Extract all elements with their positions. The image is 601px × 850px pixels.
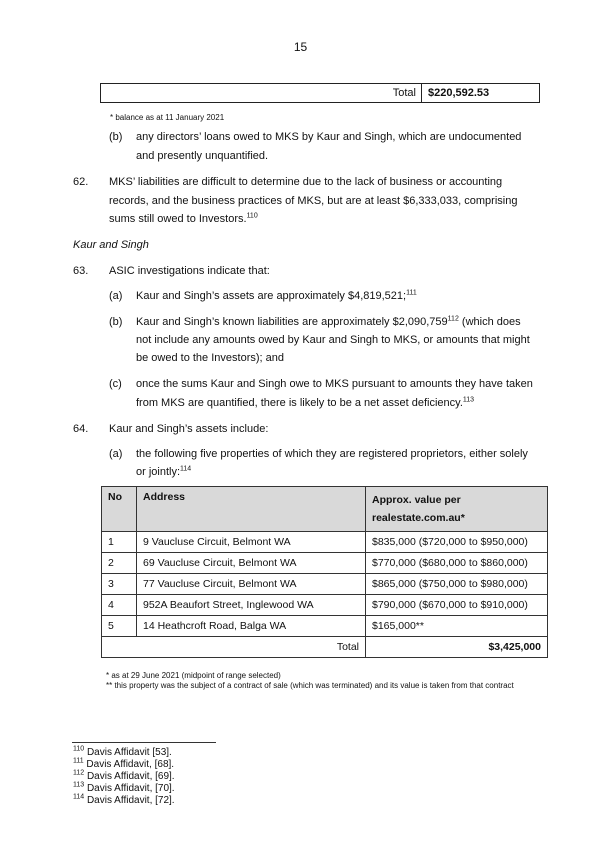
para-62-line3: sums still owed to Investors.$^{110}$ xyxy=(109,212,258,225)
top-total-value: $220,592.53 xyxy=(428,87,490,99)
cell-value: $865,000 ($750,000 to $980,000) xyxy=(366,574,548,595)
cell-address: 69 Vaucluse Circuit, Belmont WA xyxy=(137,553,366,574)
para-62-line2: records, and the business practices of MKS, but are at least $6,333,033, comprising xyxy=(109,195,518,207)
para-63-b-line1: Kaur and Singh’s known liabilities are approximately $2,090,759$^{112}$ (which does xyxy=(136,315,521,328)
cell-no: 2 xyxy=(102,553,137,574)
cell-value: $790,000 ($670,000 to $910,000) xyxy=(366,595,548,616)
cell-no: 1 xyxy=(102,532,137,553)
footnote-ref-112: 112 xyxy=(447,315,459,323)
top-total-table xyxy=(100,83,540,103)
footnote-ref-114: 114 xyxy=(180,465,192,473)
footnote-114: $^{114}$ Davis Affidavit, [72]. xyxy=(73,793,175,806)
page-number: 15 xyxy=(293,40,308,54)
footnote-112: $^{112}$ Davis Affidavit, [69]. xyxy=(73,769,175,782)
top-total-label: Total xyxy=(392,87,416,99)
table-note-1: * as at 29 June 2021 (midpoint of range selected) xyxy=(106,671,281,680)
cell-value: $770,000 ($680,000 to $860,000) xyxy=(366,553,548,574)
table-row xyxy=(102,574,548,595)
cell-value: $835,000 ($720,000 to $950,000) xyxy=(366,532,548,553)
para-64-a-prefix: (a) xyxy=(109,448,123,460)
table-header-row xyxy=(102,487,548,532)
item-b-prefix: (b) xyxy=(109,131,123,143)
table-row xyxy=(102,532,548,553)
footnote-ref-113: 113 xyxy=(462,396,475,404)
footnote-113: $^{113}$ Davis Affidavit, [70]. xyxy=(73,781,175,794)
header-value: Approx. value per realestate.com.au* xyxy=(366,487,548,532)
header-no: No xyxy=(102,487,137,532)
cell-address: 952A Beaufort Street, Inglewood WA xyxy=(137,595,366,616)
table-note-2: ** this property was the subject of a contract of sale (which was terminated) and its value is taken from that contract xyxy=(106,681,514,690)
footnote-divider xyxy=(72,742,216,743)
para-63-b-line2: not include any amounts owed by Kaur and Singh to MKS, or amounts that might xyxy=(136,334,530,346)
footnote-ref-110: 110 xyxy=(246,212,258,220)
table-total-label: Total xyxy=(102,637,366,658)
para-63-b-line3: be owed to the Investors); and xyxy=(136,352,284,364)
cell-no: 5 xyxy=(102,616,137,637)
para-62-number: 62. xyxy=(73,176,89,188)
cell-address: 14 Heathcroft Road, Balga WA xyxy=(137,616,366,637)
item-b-line2: and presently unquantified. xyxy=(136,150,269,162)
para-62-line1: MKS’ liabilities are difficult to determine due to the lack of business or accounting xyxy=(109,176,503,188)
para-64-text: Kaur and Singh’s assets include: xyxy=(109,423,269,435)
item-b-line1: any directors’ loans owed to MKS by Kaur and Singh, which are undocumented xyxy=(136,131,522,143)
para-63-a-prefix: (a) xyxy=(109,290,123,302)
cell-address: 9 Vaucluse Circuit, Belmont WA xyxy=(137,532,366,553)
para-64-a-line1: the following five properties of which they are registered proprietors, either solely xyxy=(136,448,528,460)
para-64-a-line2: or jointly:$^{114}$ xyxy=(136,465,192,478)
balance-note: * balance as at 11 January 2021 xyxy=(110,113,225,122)
table-row xyxy=(102,616,548,637)
table-total-row xyxy=(102,637,548,658)
para-63-c-line2: from MKS are quantified, there is likely to be a net asset deficiency.$^{113}$ xyxy=(136,396,475,409)
para-63-b-prefix: (b) xyxy=(109,316,123,328)
para-63-c-line1: once the sums Kaur and Singh owe to MKS pursuant to amounts they have taken xyxy=(136,378,533,390)
para-63-text: ASIC investigations indicate that: xyxy=(109,265,270,277)
cell-address: 77 Vaucluse Circuit, Belmont WA xyxy=(137,574,366,595)
top-total-divider xyxy=(421,84,422,102)
cell-no: 4 xyxy=(102,595,137,616)
footnote-111: $^{111}$ Davis Affidavit, [68]. xyxy=(73,757,175,770)
cell-value: $165,000** xyxy=(366,616,548,637)
table-total-value: $3,425,000 xyxy=(366,637,548,658)
para-63-c-prefix: (c) xyxy=(109,378,122,390)
table-row xyxy=(102,595,548,616)
table-row xyxy=(102,553,548,574)
cell-no: 3 xyxy=(102,574,137,595)
para-63-a-text: Kaur and Singh’s assets are approximately $4,819,521;$^{111}$ xyxy=(136,289,417,302)
header-address: Address xyxy=(137,487,366,532)
footnote-110: $^{110}$ Davis Affidavit [53]. xyxy=(73,745,172,758)
properties-table xyxy=(101,486,548,658)
para-63-number: 63. xyxy=(73,265,89,277)
para-64-number: 64. xyxy=(73,423,89,435)
section-heading: Kaur and Singh xyxy=(73,239,149,251)
footnote-ref-111: 111 xyxy=(406,289,417,297)
